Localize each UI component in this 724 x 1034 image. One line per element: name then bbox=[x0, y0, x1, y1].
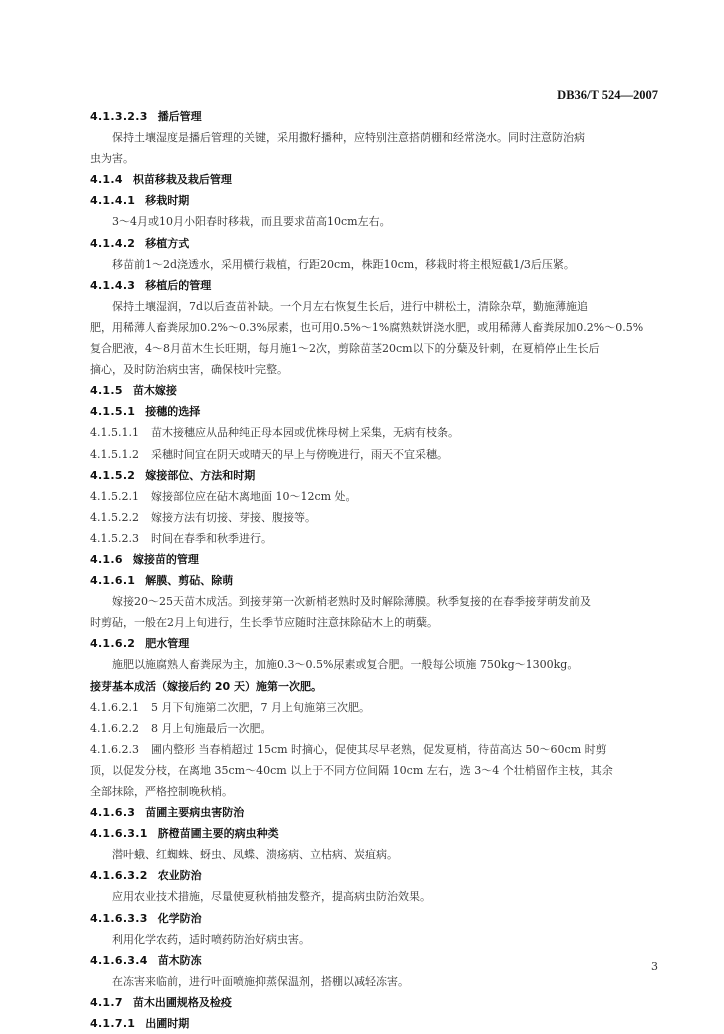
section-title: 嫁接部位、方法和时期 bbox=[145, 468, 256, 482]
clause-number: 4.1.5.1.1 bbox=[90, 426, 139, 440]
section-number: 4.1.6.2 bbox=[90, 637, 136, 651]
clause-number: 4.1.6.2.1 bbox=[90, 700, 139, 714]
paragraph-line: 顶，以促发分枝，在离地 35cm～40cm 以上于不同方位间隔 10cm 左右，选 3～4 个壮梢留作主枝，其余 bbox=[90, 763, 613, 777]
section-number: 4.1.4.1 bbox=[90, 194, 136, 208]
section-title: 解膜、剪砧、除萌 bbox=[145, 574, 234, 588]
section-title: 脐橙苗圃主要的病虫种类 bbox=[157, 827, 279, 841]
clause-number: 4.1.6.2.3 bbox=[90, 742, 139, 756]
numbered-clause bbox=[90, 486, 660, 507]
section-title: 接穗的选择 bbox=[145, 405, 201, 419]
section-number: 4.1.4.3 bbox=[90, 278, 136, 292]
paragraph-line: 虫为害。 bbox=[90, 152, 134, 166]
section-heading bbox=[90, 802, 660, 823]
section-heading bbox=[90, 380, 660, 401]
section-number: 4.1.6 bbox=[90, 552, 123, 566]
clause-text: 嫁接部位应在砧木离地面 10～12cm 处。 bbox=[150, 489, 357, 503]
clause-text: 时间在春季和秋季进行。 bbox=[150, 531, 272, 545]
section-heading bbox=[90, 169, 660, 190]
section-title: 接芽基本成活（嫁接后约 20 天）施第一次肥。 bbox=[90, 679, 322, 693]
paragraph-line: 3～4月或10月小阳春时移栽，而且要求苗高10cm左右。 bbox=[112, 215, 391, 229]
section-number: 4.1.5.2 bbox=[90, 468, 136, 482]
section-number: 4.1.3.2.3 bbox=[90, 110, 148, 123]
clause-text: 苗木接穗应从品种纯正母本园或优株母树上采集，无病有枝条。 bbox=[150, 426, 459, 440]
paragraph-line: 利用化学农药，适时喷药防治好病虫害。 bbox=[112, 932, 310, 946]
section-heading bbox=[90, 233, 660, 254]
section-title: 移植方式 bbox=[145, 236, 190, 250]
section-heading bbox=[90, 190, 660, 211]
section-title: 播后管理 bbox=[157, 110, 202, 123]
section-heading bbox=[90, 950, 660, 971]
paragraph-line: 应用农业技术措施，尽量使夏秋梢抽发整齐，提高病虫防治效果。 bbox=[112, 890, 431, 904]
section-title: 苗木防冻 bbox=[157, 953, 202, 967]
section-number: 4.1.6.3.4 bbox=[90, 953, 148, 967]
document-body bbox=[90, 106, 660, 1034]
clause-number: 4.1.5.1.2 bbox=[90, 447, 139, 461]
section-heading bbox=[90, 823, 660, 844]
section-title: 枳苗移栽及栽后管理 bbox=[132, 173, 232, 187]
section-heading bbox=[90, 106, 660, 127]
paragraph-line: 全部抹除，严格控制晚秋梢。 bbox=[90, 785, 233, 798]
paragraph-line: 施肥以施腐熟人畜粪尿为主，加施0.3～0.5%尿素或复合肥。一般每公顷施 750kg～1300kg。 bbox=[112, 658, 579, 672]
section-number: 4.1.7.1 bbox=[90, 1017, 136, 1031]
numbered-clause bbox=[90, 422, 660, 443]
section-title: 移栽时期 bbox=[145, 194, 190, 208]
numbered-clause bbox=[90, 718, 660, 739]
section-title: 农业防治 bbox=[157, 869, 202, 883]
section-title: 苗木出圃规格及检疫 bbox=[132, 995, 232, 1009]
section-title: 出圃时期 bbox=[145, 1017, 190, 1031]
clause-number: 4.1.5.2.2 bbox=[90, 510, 139, 524]
numbered-clause bbox=[90, 528, 660, 549]
section-number: 4.1.5.1 bbox=[90, 405, 136, 419]
page-number: 3 bbox=[651, 960, 658, 973]
paragraph-line: 复合肥液，4～8月苗木生长旺期，每月施1～2次，剪除苗茎20cm以下的分蘖及针刺，在夏梢停止生长后 bbox=[90, 342, 600, 356]
section-heading bbox=[90, 570, 660, 591]
section-heading bbox=[90, 633, 660, 654]
section-title: 肥水管理 bbox=[145, 637, 190, 651]
section-title: 嫁接苗的管理 bbox=[132, 552, 199, 566]
paragraph-line: 移苗前1～2d浇透水，采用横行栽植，行距20cm，株距10cm，移栽时将主根短截1/3后压紧。 bbox=[112, 257, 575, 271]
numbered-clause bbox=[90, 507, 660, 528]
clause-text: 采穗时间宜在阴天或晴天的早上与傍晚进行，雨天不宜采穗。 bbox=[150, 447, 448, 461]
section-heading bbox=[90, 992, 660, 1013]
clause-text: 5 月下旬施第二次肥，7 月上旬施第三次肥。 bbox=[150, 700, 370, 714]
section-heading bbox=[90, 401, 660, 422]
section-heading bbox=[90, 676, 660, 697]
section-heading bbox=[90, 549, 660, 570]
numbered-clause bbox=[90, 444, 660, 465]
clause-text: 圃内整形 当春梢超过 15cm 时摘心，促使其尽早老熟，促发夏梢，待苗高达 50～60cm 时剪 bbox=[150, 742, 607, 756]
paragraph-line: 肥，用稀薄人畜粪尿加0.2%～0.3%尿素，也可用0.5%～1%腐熟麸饼浇水肥，或用稀薄人畜粪尿加0.2%～0.5% bbox=[90, 320, 644, 334]
paragraph-line: 保持土壤湿润，7d以后查苗补缺。一个月左右恢复生长后，进行中耕松土，清除杂草，勤施薄施追 bbox=[112, 299, 589, 313]
numbered-clause bbox=[90, 697, 660, 718]
section-number: 4.1.6.3.2 bbox=[90, 869, 148, 883]
paragraph-line: 在冻害来临前，进行叶面喷施抑蒸保温剂，搭棚以减轻冻害。 bbox=[112, 974, 409, 988]
paragraph-line: 保持土壤湿度是播后管理的关键，采用撒籽播种，应特别注意搭荫棚和经常浇水。同时注意防治病 bbox=[112, 131, 585, 145]
section-number: 4.1.6.3.1 bbox=[90, 827, 148, 841]
section-number: 4.1.7 bbox=[90, 995, 123, 1009]
clause-number: 4.1.6.2.2 bbox=[90, 721, 139, 735]
paragraph-line: 时剪砧，一般在2月上旬进行，生长季节应随时注意抹除砧木上的萌蘖。 bbox=[90, 616, 438, 630]
paragraph-line: 潜叶蛾、红蜘蛛、蚜虫、凤蝶、溃疡病、立枯病、炭疽病。 bbox=[112, 848, 398, 862]
clause-number: 4.1.5.2.1 bbox=[90, 489, 139, 503]
paragraph-line: 嫁接20～25天苗木成活。到接芽第一次新梢老熟时及时解除薄膜。秋季复接的在春季接芽萌发前及 bbox=[112, 595, 591, 609]
section-number: 4.1.6.1 bbox=[90, 574, 136, 588]
section-number: 4.1.6.3 bbox=[90, 806, 136, 820]
clause-number: 4.1.5.2.3 bbox=[90, 531, 139, 545]
section-heading bbox=[90, 275, 660, 296]
section-number: 4.1.4 bbox=[90, 173, 123, 187]
section-number: 4.1.6.3.3 bbox=[90, 911, 148, 925]
section-title: 移植后的管理 bbox=[145, 278, 212, 292]
standard-code: DB36/T 524—2007 bbox=[557, 88, 658, 102]
section-heading bbox=[90, 465, 660, 486]
section-heading bbox=[90, 908, 660, 929]
section-title: 化学防治 bbox=[157, 911, 202, 925]
section-title: 苗圃主要病虫害防治 bbox=[145, 806, 245, 820]
section-number: 4.1.4.2 bbox=[90, 236, 136, 250]
section-number: 4.1.5 bbox=[90, 384, 123, 398]
clause-text: 8 月上旬施最后一次肥。 bbox=[150, 721, 272, 735]
numbered-clause bbox=[90, 739, 660, 760]
clause-text: 嫁接方法有切接、芽接、腹接等。 bbox=[150, 510, 316, 524]
paragraph-line: 摘心，及时防治病虫害，确保枝叶完整。 bbox=[90, 363, 288, 377]
section-heading bbox=[90, 865, 660, 886]
section-title: 苗木嫁接 bbox=[132, 384, 177, 398]
